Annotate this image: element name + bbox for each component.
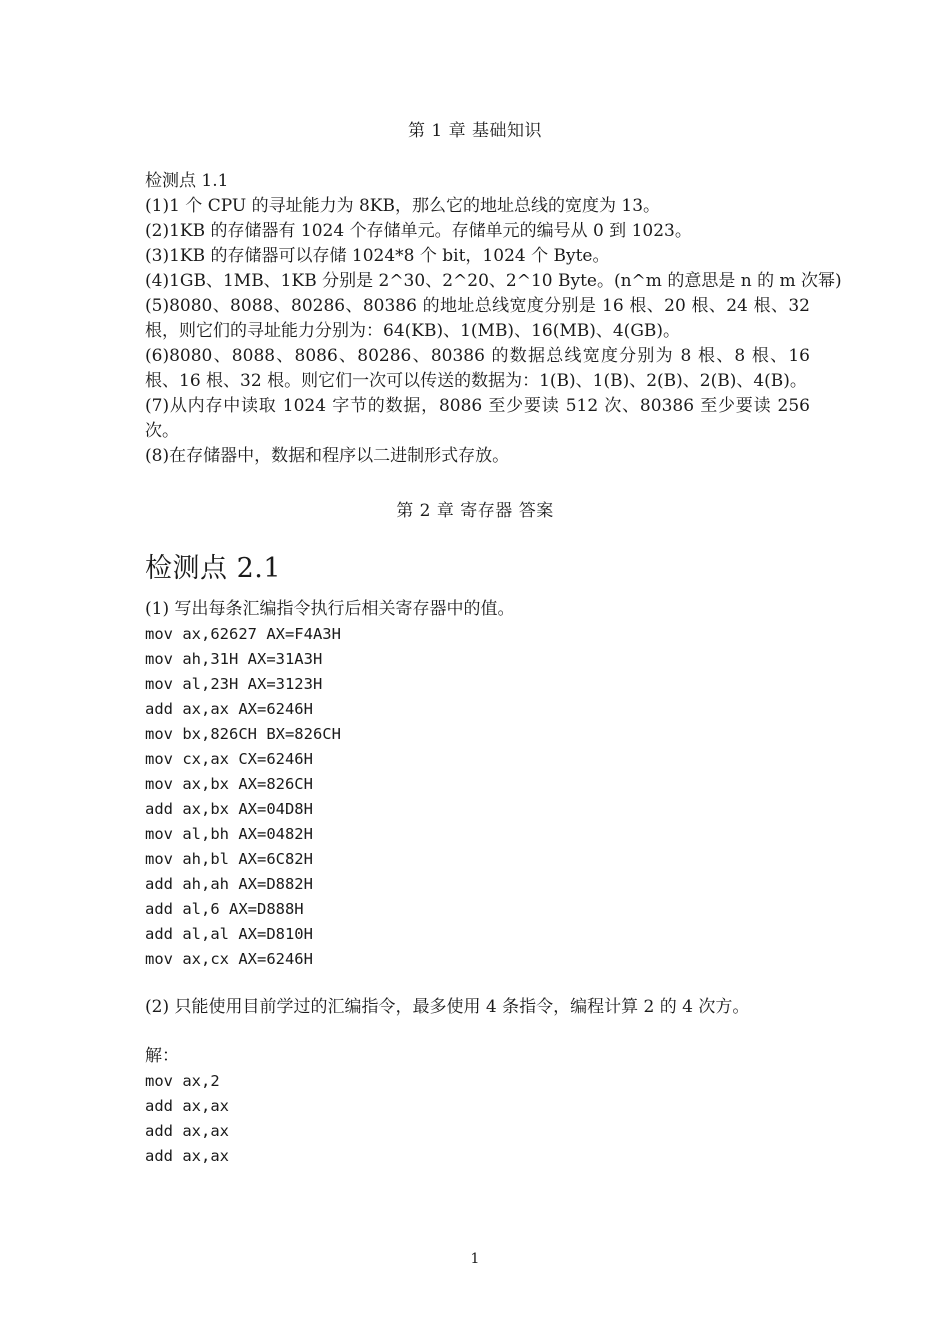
chapter-2-title: 第 2 章 寄存器 答案 bbox=[396, 501, 554, 521]
code-line: add ax,ax bbox=[145, 1147, 229, 1165]
code-line: add ax,bx AX=04D8H bbox=[145, 800, 313, 818]
code-line: mov ah,bl AX=6C82H bbox=[145, 850, 313, 868]
code-line: mov ax,bx AX=826CH bbox=[145, 775, 313, 793]
answer-item: (2)1KB 的存储器有 1024 个存储单元。存储单元的编号从 0 到 1023。 bbox=[145, 221, 692, 241]
answer-item: (3)1KB 的存储器可以存储 1024*8 个 bit，1024 个 Byte。 bbox=[145, 246, 610, 266]
answer-item: (7)从内存中读取 1024 字节的数据，8086 至少要读 512 次、80386 至少要读 256 次。 bbox=[145, 396, 810, 441]
question-1 bbox=[145, 597, 810, 972]
answer-item: (4)1GB、1MB、1KB 分别是 2^30、2^20、2^10 Byte。(n^m 的意思是 n 的 m 次幂) bbox=[145, 271, 842, 291]
code-line: mov ah,31H AX=31A3H bbox=[145, 650, 323, 668]
answer-item: (8)在存储器中，数据和程序以二进制形式存放。 bbox=[145, 446, 510, 466]
code-line: mov bx,826CH BX=826CH bbox=[145, 725, 341, 743]
answer-item: (6)8080、8088、8086、80286、80386 的数据总线宽度分别为 8 根、8 根、16 根、16 根、32 根。则它们一次可以传送的数据为：1(B)、1(B)、2(B)、2(B)、4(B)。 bbox=[145, 346, 810, 391]
answer-item: (1)1 个 CPU 的寻址能力为 8KB，那么它的地址总线的宽度为 13。 bbox=[145, 196, 661, 216]
question-2 bbox=[145, 995, 810, 1020]
question-2-prompt: (2) 只能使用目前学过的汇编指令，最多使用 4 条指令，编程计算 2 的 4 次方。 bbox=[145, 997, 750, 1017]
code-line: mov cx,ax CX=6246H bbox=[145, 750, 313, 768]
code-line: add ax,ax AX=6246H bbox=[145, 700, 313, 718]
question-1-prompt: (1) 写出每条汇编指令执行后相关寄存器中的值。 bbox=[145, 599, 515, 619]
code-line: add ah,ah AX=D882H bbox=[145, 875, 313, 893]
solution bbox=[145, 1044, 810, 1169]
code-line: add ax,ax bbox=[145, 1097, 229, 1115]
code-line: add ax,ax bbox=[145, 1122, 229, 1140]
code-line: mov ax,cx AX=6246H bbox=[145, 950, 313, 968]
code-line: mov al,bh AX=0482H bbox=[145, 825, 313, 843]
answer-item: (5)8080、8088、80286、80386 的地址总线宽度分别是 16 根、20 根、24 根、32 根，则它们的寻址能力分别为：64(KB)、1(MB)、16(MB)、4(GB)。 bbox=[145, 296, 810, 341]
solution-label: 解： bbox=[145, 1046, 179, 1066]
checkpoint-1-1 bbox=[145, 169, 842, 469]
code-line: mov al,23H AX=3123H bbox=[145, 675, 323, 693]
checkpoint-2-1-heading: 检测点 2.1 bbox=[145, 553, 282, 584]
code-line: mov ax,2 bbox=[145, 1072, 220, 1090]
code-line: add al,al AX=D810H bbox=[145, 925, 313, 943]
page-number: 1 bbox=[470, 1251, 480, 1267]
code-line: mov ax,62627 AX=F4A3H bbox=[145, 625, 341, 643]
chapter-1-title: 第 1 章 基础知识 bbox=[407, 121, 543, 141]
code-line: add al,6 AX=D888H bbox=[145, 900, 304, 918]
checkpoint-1-1-heading: 检测点 1.1 bbox=[145, 171, 229, 191]
